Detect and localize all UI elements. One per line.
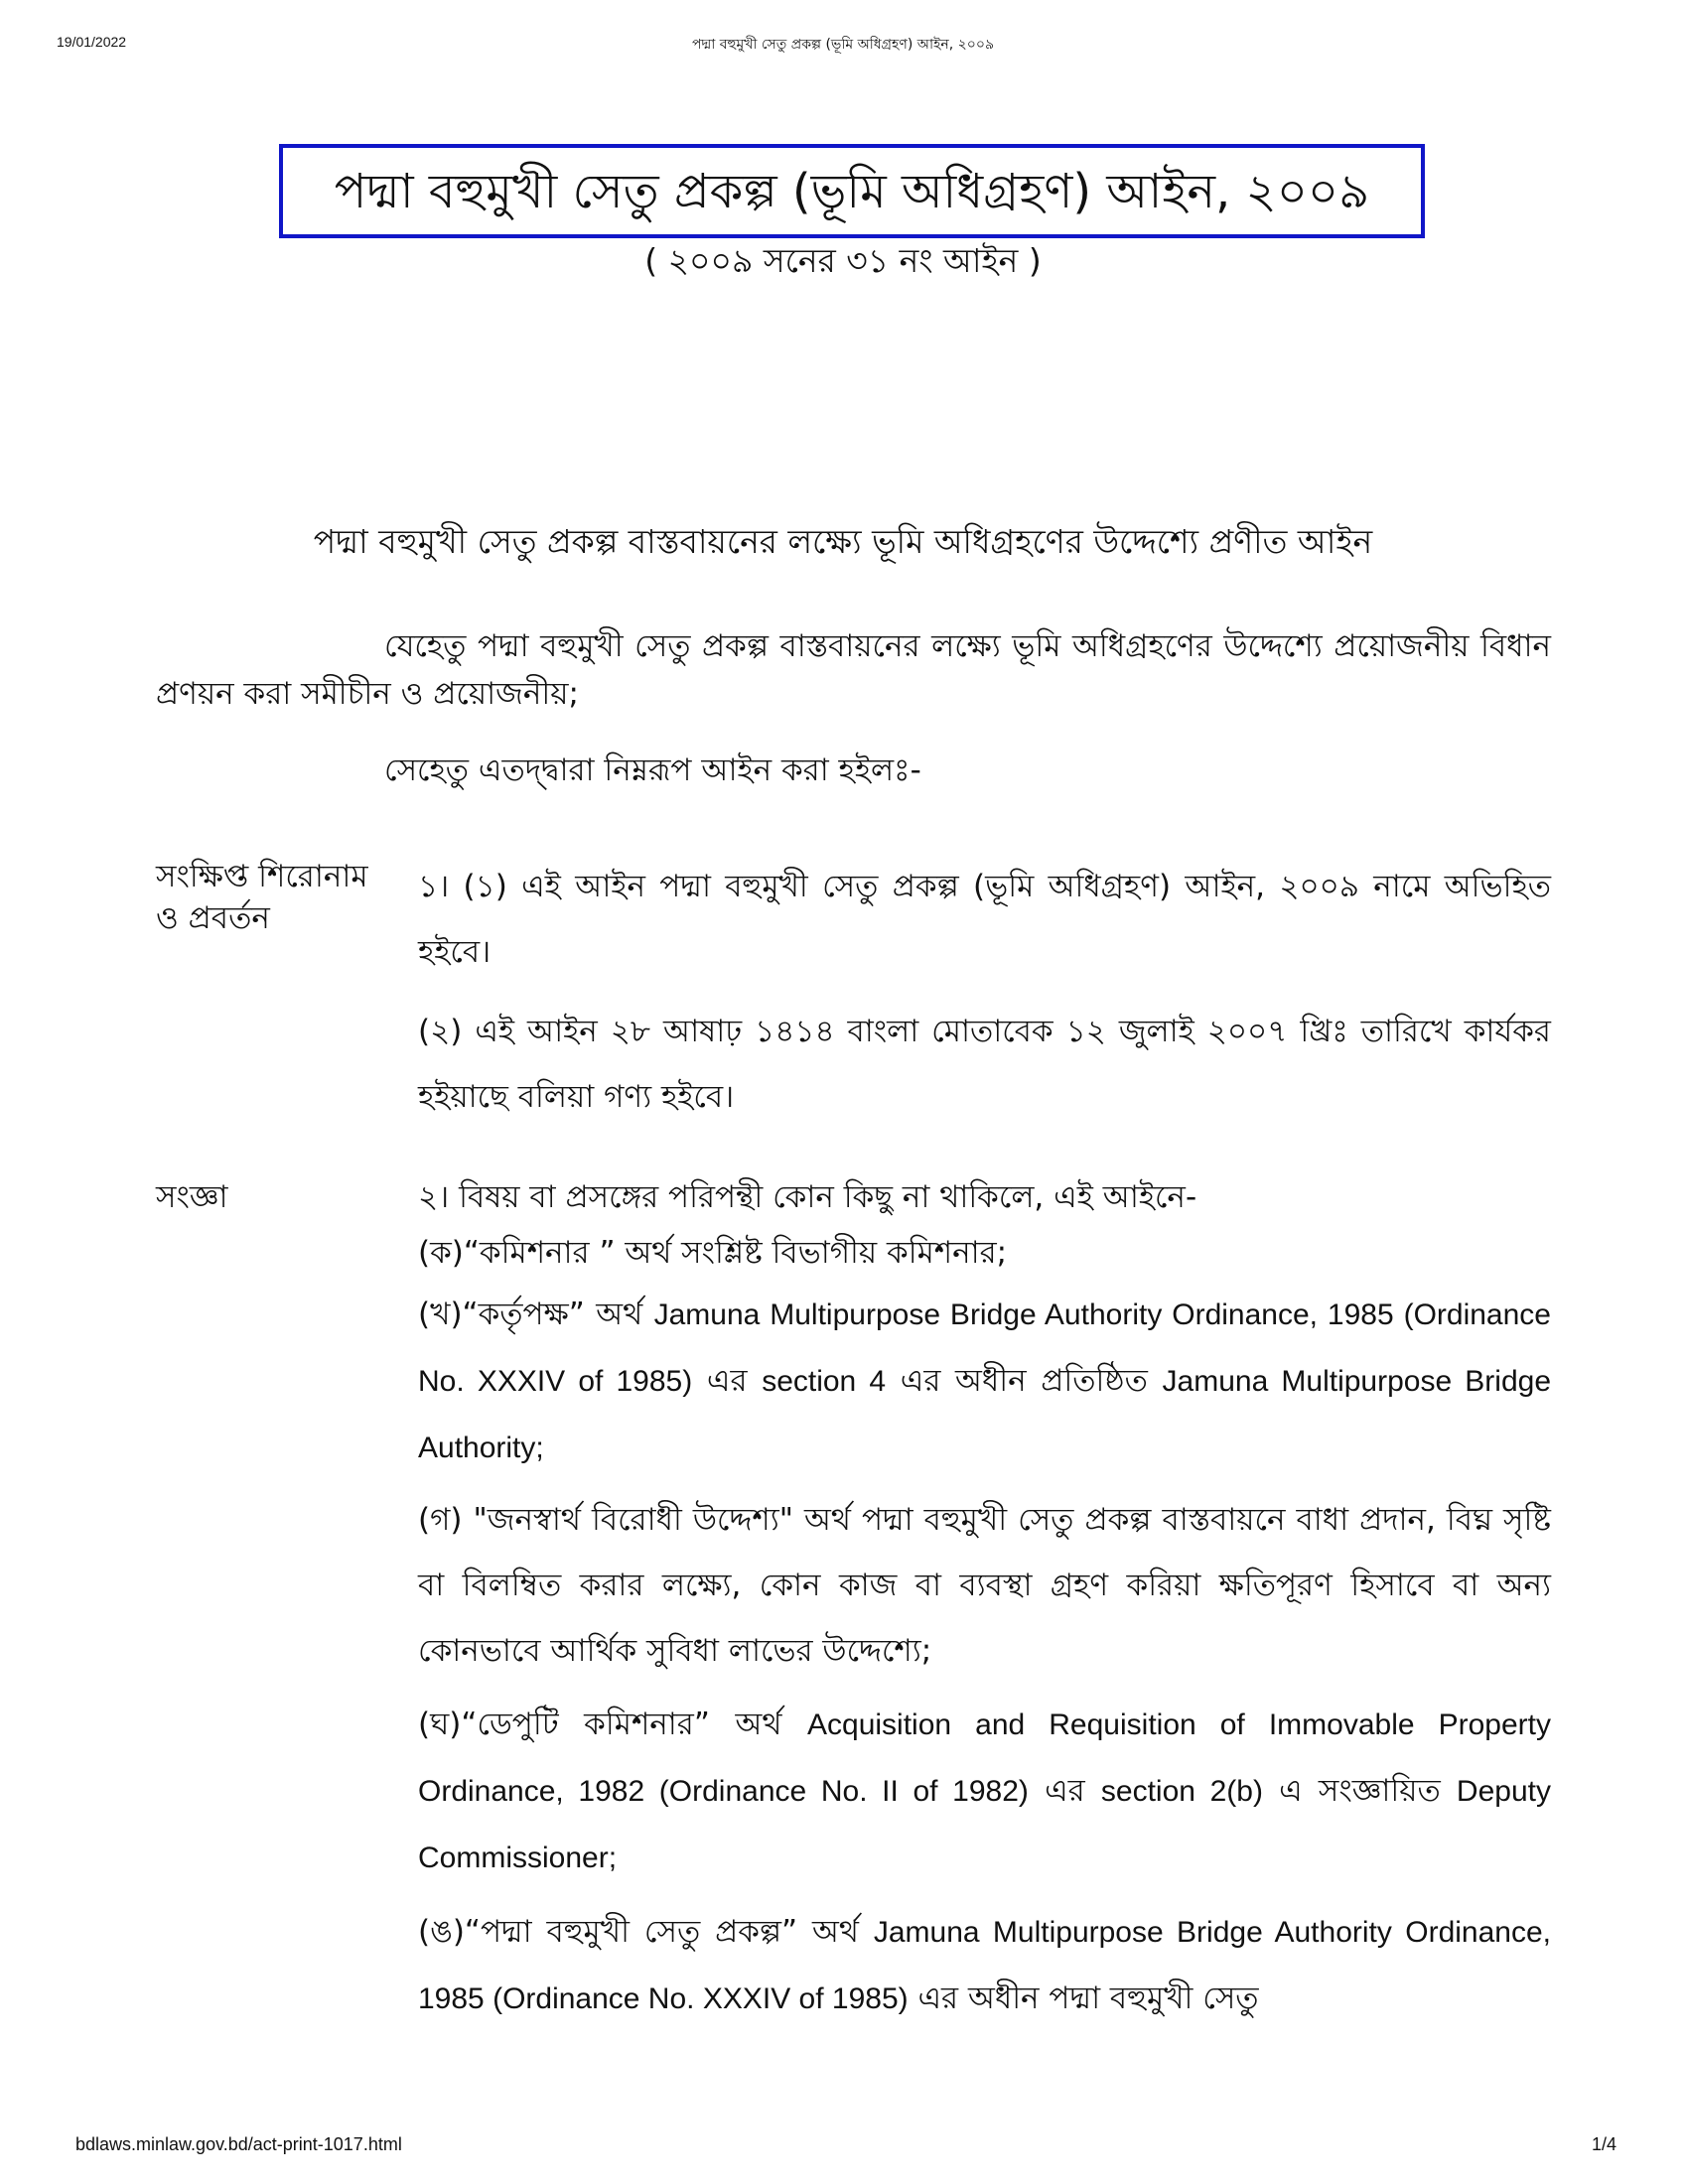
definition-gha-deputy-commissioner: Deputy Commissioner;	[418, 1775, 1551, 1874]
definition-umo-term: (ঙ)“পদ্মা বহুমুখী সেতু প্রকল্প” অর্থ	[418, 1914, 874, 1950]
act-number: ( ২০০৯ সনের ৩১ নং আইন )	[644, 241, 1042, 280]
print-footer-url: bdlaws.minlaw.gov.bd/act-print-1017.html	[75, 2134, 402, 2154]
page-number: 1/4	[1591, 2134, 1616, 2154]
definition-kha-er: এর	[692, 1363, 763, 1399]
definition-kha-established: এর অধীন প্রতিষ্ঠিত	[886, 1363, 1163, 1399]
section-2-intro: ২। বিষয় বা প্রসঙ্গের পরিপন্থী কোন কিছু না থাকিলে, এই আইনে-	[418, 1179, 1197, 1215]
definition-gha-er: এর	[1028, 1773, 1101, 1809]
print-header-title: পদ্মা বহুমুখী সেতু প্রকল্প (ভূমি অধিগ্রহণ) আইন, ২০০৯	[691, 37, 995, 53]
definition-kha-ordinance: Jamuna Multipurpose Bridge Authority Ordinance, 1985 (Ordinance No. XXXIV of 1985)	[418, 1298, 1551, 1398]
section-1-sub-1: ১। (১) এই আইন পদ্মা বহুমুখী সেতু প্রকল্প (ভূমি অধিগ্রহণ) আইন, ২০০৯ নামে অভিহিত হইবে।	[418, 869, 1551, 970]
section-2-body	[418, 1176, 1551, 2046]
definition-ka: (ক)“কমিশনার ” অর্থ সংশ্লিষ্ট বিভাগীয় কমিশনার;	[418, 1235, 1008, 1271]
preamble-whereas: যেহেতু পদ্মা বহুমুখী সেতু প্রকল্প বাস্তবায়নের লক্ষ্যে ভূমি অধিগ্রহণের উদ্দেশ্যে প্রয়োজনীয় বিধান প্রণয়ন করা সমীচীন ও প্রয়োজনীয়;	[156, 628, 1551, 712]
definition-gha-ordinance: Acquisition and Requisition of Immovable Property Ordinance, 1982 (Ordinance No. II of 1982)	[418, 1708, 1552, 1808]
enacting-clause: সেহেতু এতদ্‌দ্বারা নিম্নরূপ আইন করা হইলঃ-	[384, 752, 921, 788]
preamble-title: পদ্মা বহুমুখী সেতু প্রকল্প বাস্তবায়নের লক্ষ্যে ভূমি অধিগ্রহণের উদ্দেশ্যে প্রণীত আইন	[313, 522, 1373, 561]
section-1-body	[418, 854, 1551, 1130]
print-date: 19/01/2022	[57, 34, 127, 50]
definition-umo-ordinance: Jamuna Multipurpose Bridge Authority Ordinance, 1985 (Ordinance No. XXXIV of 1985)	[418, 1916, 1551, 2015]
section-1-sub-2: (২) এই আইন ২৮ আষাঢ় ১৪১৪ বাংলা মোতাবেক ১২ জুলাই ২০০৭ খ্রিঃ তারিখে কার্যকর হইয়াছে বলিয়া গণ্য হইবে।	[418, 1014, 1551, 1115]
definition-gha-term: (ঘ)“ডেপুটি কমিশনার” অর্থ	[418, 1706, 807, 1742]
definition-kha-section: section 4	[762, 1365, 887, 1398]
definition-kha-authority: Jamuna Multipurpose Bridge Authority;	[418, 1365, 1552, 1464]
definition-umo	[418, 1899, 1551, 2032]
definition-gha-defined: এ সংজ্ঞায়িত	[1262, 1773, 1457, 1809]
act-title-text: পদ্মা বহুমুখী সেতু প্রকল্প (ভূমি অধিগ্রহণ) আইন, ২০০৯	[334, 163, 1370, 219]
section-2-side-note: সংজ্ঞা	[156, 1179, 228, 1215]
definition-umo-rest: এর অধীন পদ্মা বহুমুখী সেতু	[908, 1980, 1259, 2016]
definition-gha-section: section 2(b)	[1100, 1775, 1263, 1808]
definition-kha	[418, 1282, 1551, 1481]
definition-gha	[418, 1692, 1551, 1891]
definition-ga: (গ) "জনস্বার্থ বিরোধী উদ্দেশ্য" অর্থ পদ্মা বহুমুখী সেতু প্রকল্প বাস্তবায়নে বাধা প্রদান, বিঘ্ন সৃষ্টি বা বিলম্বিত করার লক্ষ্যে, কোন কাজ বা ব্যবস্থা গ্রহণ করিয়া ক্ষতিপূরণ হিসাবে বা অন্য কোনভাবে আর্থিক সুবিধা লাভের উদ্দেশ্যে;	[418, 1502, 1551, 1669]
section-1-side-note: সংক্ষিপ্ত শিরোনাম ও প্রবর্তন	[156, 859, 368, 936]
act-title	[279, 144, 1425, 238]
definition-kha-term: (খ)“কর্তৃপক্ষ” অর্থ	[418, 1297, 654, 1332]
